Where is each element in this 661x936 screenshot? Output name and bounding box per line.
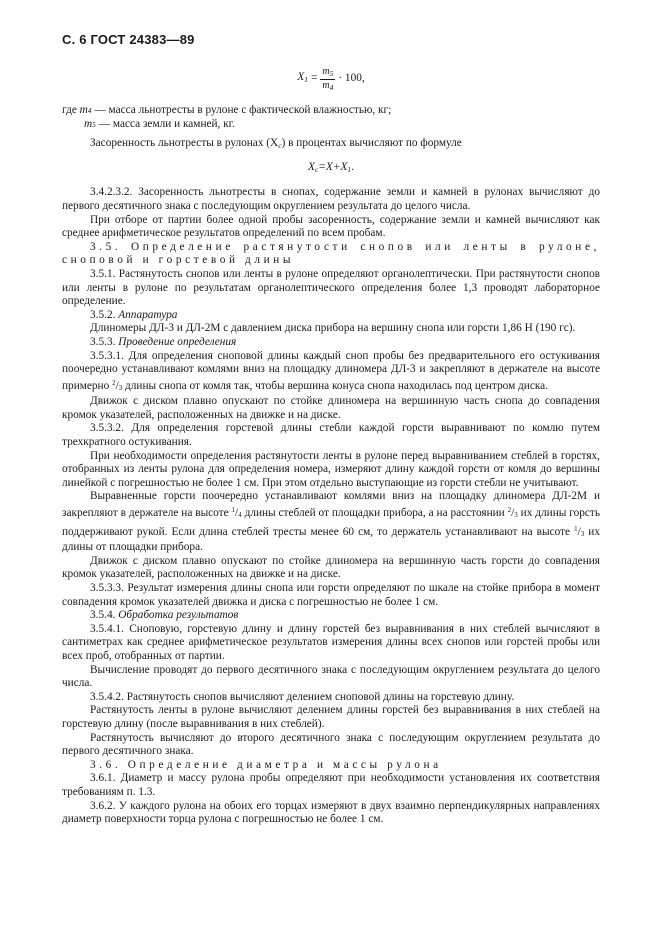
fraction-numerator: m — [322, 65, 330, 77]
subheading-title: Обработка результатов — [118, 609, 239, 622]
formula-subscript: с — [314, 164, 319, 174]
paragraph-3-5-3-1: 3.5.3.1. Для определения сноповой длины каждый сноп пробы без предварительного его остукивания поочередно устанавливают комлями вниз на площадку длиномера ДЛ-3 и закрепляют в держателе на высоте примерно $^2/_3$ длины снопа от комля так, чтобы вершина конуса снопа находилась под центром диска. — [62, 349, 600, 392]
fraction-denominator: 3 — [580, 529, 585, 538]
paragraph-text: ) в процентах вычисляют по формуле — [281, 137, 462, 150]
formula-tail: · 100, — [338, 72, 365, 85]
subheading-title: Проведение определения — [118, 335, 237, 348]
fraction-denominator: 3 — [514, 511, 518, 520]
paragraph-rast-lenty: Растянутость ленты в рулоне вычисляют делением длины горстей без выравнивания в них стеблей на горстевую длину (после выравнивания в них стеблей). — [62, 704, 600, 730]
legend-subscript: 4 — [87, 106, 92, 115]
paragraph-3-5-3-2: 3.5.3.2. Для определения горстевой длины стебли каждой горсти выравнивают по комлю путем трехкратного остукивания. — [62, 422, 600, 449]
legend-text: — масса льнотресты в рулоне с фактической влажностью, кг; — [94, 104, 392, 116]
fraction-numerator: 1 — [231, 506, 236, 515]
legend-symbol: m — [79, 104, 88, 116]
paragraph-3-4-2-3-2: 3.4.2.3.2. Засоренность льнотресты в снопах, содержание земли и камней в рулонах вычисляют до первого десятичного знака с последующим округлением результата до целого числа. — [62, 186, 600, 212]
formula-symbol: X — [308, 160, 315, 173]
fraction-denominator-sub: 4 — [329, 82, 334, 92]
fraction-numerator-sub: 5 — [329, 68, 334, 78]
legend-subscript: 5 — [92, 119, 96, 129]
paragraph-neobhodimosti: При необходимости определения растянутости ленты в рулоне перед выравниванием стеблей в горстях, отобранных из ленты рулона для определения номера, измеряют длину каждой горсти от комля до вершины линейкой с погрешностью не более 1 см. При этом отдельно выступающие из горсти стебли не учитывают. — [62, 449, 600, 489]
section-heading-3-6: 3.6. Определение диаметра и массы рулона — [90, 758, 442, 771]
formula-xc — [62, 161, 600, 177]
paragraph-dlinomery: Длиномеры ДЛ-3 и ДЛ-2М с давлением диска прибора на вершину снопа или горсти 1,86 Н (190 гс). — [90, 322, 576, 335]
formula-x1 — [62, 66, 600, 92]
subheading-number: 3.5.4. — [90, 609, 116, 622]
paragraph-vychislenie: Вычисление проводят до первого десятичного знака с последующим округлением результата до целого числа. — [62, 663, 600, 690]
paragraph-text: длины снопа от комля так, чтобы вершина конуса снопа находилась под центром диска. — [122, 379, 549, 392]
formula-fraction — [320, 66, 335, 93]
legend-text: — масса земли и камней, кг. — [98, 117, 235, 130]
paragraph-3-6-1: 3.6.1. Диаметр и массу рулона пробы определяют при необходимости установления их соответствия требованиям п. 1.3. — [62, 772, 600, 798]
fraction-denominator: m — [322, 79, 330, 91]
page-content — [62, 62, 600, 827]
legend-symbol: m — [84, 117, 93, 130]
fraction-numerator: 1 — [574, 524, 578, 533]
formula-subscript: 1 — [347, 164, 352, 174]
paragraph-3-5-1: 3.5.1. Растянутость снопов или ленты в рулоне определяют органолептически. При растянутости снопов или ленты в рулоне по результатам органолептического определения более 1,3 проводят лабораторное определение. — [62, 267, 600, 308]
formula-equals: = — [310, 72, 318, 85]
formula-dot: . — [351, 160, 354, 173]
paragraph-dvizhok-2: Движок с диском плавно опускают по стойке длиномера на вершинную часть горсти до совпадения кромок указателей, расположенных на движке и на диске. — [62, 554, 600, 581]
fraction-numerator: 2 — [112, 378, 116, 387]
formula-symbol: X — [297, 71, 305, 84]
fraction-numerator: 2 — [507, 506, 512, 515]
fraction-denominator: 3 — [118, 383, 123, 392]
subheading-3-5-3 — [62, 336, 600, 350]
paragraph-zasor — [62, 137, 600, 153]
formula-legend — [62, 104, 600, 131]
paragraph-rast-vych: Растянутость вычисляют до второго десятичного знака с последующим округлением результата до первого десятичного знака. — [62, 731, 600, 758]
formula-subscript: 1 — [304, 75, 308, 85]
page-header: С. 6 ГОСТ 24383—89 — [62, 32, 195, 47]
paragraph-text: длины стеблей от площадки прибора, а на расстоянии — [241, 507, 508, 520]
paragraph-3-5-4-2: 3.5.4.2. Растянутость снопов вычисляют делением сноповой длины на горстевую длину. — [90, 690, 515, 703]
paragraph-dvizhok-1: Движок с диском плавно опускают по стойке длиномера на вершинную часть снопа до совпадения кромок указателей, расположенных на движке и на диске. — [62, 395, 600, 421]
subheading-3-5-2 — [62, 309, 600, 323]
paragraph-otbor: При отборе от партии более одной пробы засоренность, содержание земли и камней вычисляют как среднее арифметическое результатов определений по всем пробам. — [62, 213, 600, 240]
paragraph-text: их длины от площадки прибора. — [62, 525, 600, 554]
paragraph-text: их длины горсть поддерживают рукой. Если длина стеблей тресты менее 60 см, то держатель устанавливают на высоте — [62, 507, 600, 538]
paragraph-text: Засоренность льнотресты в рулонах (X — [90, 137, 279, 150]
section-heading-3-5: 3.5. Определение растянутости снопов или ленты в рулоне, сноповой и горстевой длины — [62, 240, 600, 267]
paragraph-3-5-3-3: 3.5.3.3. Результат измерения длины снопа или горсти определяют по шкале на стойке прибора в момент совпадения кромок указателей движка и диска с погрешностью не более 1 см. — [62, 582, 600, 608]
paragraph-3-6-2: 3.6.2. У каждого рулона на обоих его торцах измеряют в двух взаимно перпендикулярных направлениях диаметр поверхности торца рулона с погрешностью не более 1 см. — [62, 799, 600, 826]
subheading-number: 3.5.3. — [90, 335, 116, 348]
paragraph-3-5-4-1: 3.5.4.1. Сноповую, горстевую длину и длину горстей без выравнивания в них стеблей вычисляют в сантиметрах как среднее арифметическое результатов измерения длины всех снопов или горстей пробы или всех проб, отобранных от партии. — [62, 622, 600, 662]
paragraph-text: Выравненные горсти поочередно устанавливают комлями вниз на площадку длиномера ДЛ-2М и закрепляют в держателе на высоте — [62, 490, 600, 520]
subheading-number: 3.5.2. — [90, 308, 116, 321]
paragraph-text: 3.5.3.1. Для определения сноповой длины каждый сноп пробы без предварительного его остукивания поочередно устанавливают комлями вниз на площадку длиномера ДЛ-3 и закрепляют в держателе на высоте примерно — [62, 349, 600, 392]
fraction-denominator: 4 — [238, 511, 242, 520]
paragraph-subscript: с — [278, 141, 282, 151]
paragraph-vyravnennye: Выравненные горсти поочередно устанавливают комлями вниз на площадку длиномера ДЛ-2М и закрепляют в держателе на высоте $^1/_4$ длины стеблей от площадки прибора, а на расстоянии $^2/_3$ их длины горсть поддерживают рукой. Если длина стеблей тресты менее 60 см, то держатель устанавливают на высоте $^1/_3$ их длины от площадки прибора. — [62, 490, 600, 554]
subheading-3-5-4 — [62, 609, 600, 623]
subheading-title: Аппаратура — [118, 308, 178, 321]
legend-prefix: где — [62, 104, 77, 116]
formula-rhs: =X+X — [318, 160, 348, 173]
